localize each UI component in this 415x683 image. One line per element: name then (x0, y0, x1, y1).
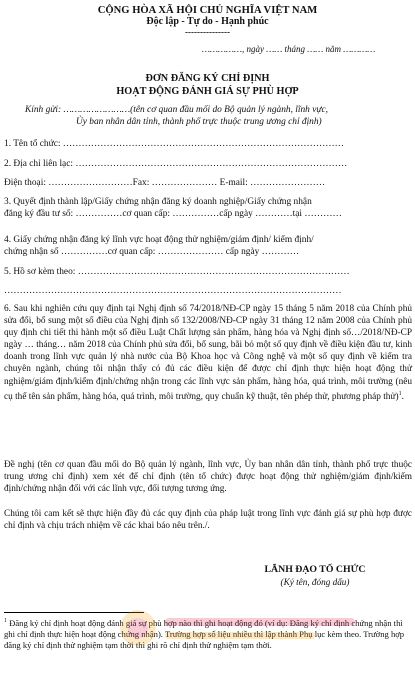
form-title-line2: HOẠT ĐỘNG ĐÁNH GIÁ SỰ PHÙ HỢP (116, 86, 299, 97)
date-line: ……………, ngày …… tháng …… năm ………… (202, 44, 376, 54)
field-certificate-line2: chứng nhận số ……………cơ quan cấp: ………………… cấp ngày ………… (4, 247, 300, 257)
field-contact: Điện thoại: ………………………Fax: ………………… E-mail: …………………… (4, 178, 326, 188)
paragraph-item6-end: . (401, 391, 404, 402)
motto: Độc lập - Tự do - Hạnh phúc (146, 16, 269, 27)
recipient-line1: Kính gửi: ……………………(tên cơ quan đầu mối do Bộ quản lý ngành, lĩnh vực, (25, 105, 328, 115)
paragraph-commitment: Chúng tôi cam kết sẽ thực hiện đầy đủ các quy định của pháp luật trong lĩnh vực đánh giá sự phù hợp được chỉ định và chịu trách nhiệm về các khai báo nêu trên./. (4, 509, 412, 532)
signature-title: LÃNH ĐẠO TỔ CHỨC (264, 564, 366, 575)
signature-note: (Ký tên, đóng dấu) (280, 577, 350, 587)
recipient-line2: Ủy ban nhân dân tỉnh, thành phố trực thuộc trung ương chỉ định) (76, 117, 322, 127)
form-title-line1: ĐƠN ĐĂNG KÝ CHỈ ĐỊNH (145, 73, 270, 84)
field-attachments-dots: ……………………………………………………………………………………………… (4, 286, 342, 296)
country-name: CỘNG HÒA XÃ HỘI CHỦ NGHĨA VIỆT NAM (97, 5, 318, 16)
footnote-marker: 1 (4, 618, 7, 624)
footnote-ref: 1 (398, 390, 402, 397)
paragraph-item6 (4, 303, 412, 403)
header-dashes: --------------- (185, 27, 230, 37)
footnote-text: Đăng ký chỉ định hoạt động đánh giá sự phù hợp nào thì ghi hoạt động đó (ví dụ: Đăng ký chỉ định chứng nhận thì ghi chỉ định thực hiện hoạt động chứng nhận). Trường hợp số liệu nhiều thì lập thành Phụ lục kèm theo. Trường hợp đăng ký chỉ định thử nghiệm tạm thời thì ghi rõ chỉ định thử nghiệm tạm thời. (4, 617, 405, 651)
paragraph-item6-text: 6. Sau khi nghiên cứu quy định tại Nghị định số 74/2018/NĐ-CP ngày 15 tháng 5 năm 2018 của Chính phủ sửa đổi, bổ sung một số điều của Nghị định số 132/2008/NĐ-CP ngày 31 tháng 12 năm 2008 của Chính phủ quy định chi tiết thi hành một số điều Luật Chất lượng sản phẩm, hàng hóa và Nghị định số…/2018/NĐ-CP ngày … tháng… năm 2018 của Chính phủ sửa đổi, bổ sung, bãi bỏ một số quy định về điều kiện đầu tư, kinh doanh trong lĩnh vực quản lý nhà nước của Bộ Khoa học và Công nghệ và một số quy định về kiểm tra chuyên ngành, chúng tôi nhận thấy có đủ các điều kiện để được chỉ định thực hiện hoạt động thử nghiệm/giám định/kiểm định/chứng nhận trong các lĩnh vực sản phẩm, hàng hóa, quá trình, môi trường (nêu cụ thể tên sản phẩm, hàng hóa, quá trình, môi trường, quy chuẩn kỹ thuật, tên phép thử, phương pháp thử) (4, 304, 412, 402)
field-decision-line2: đăng ký đầu tư số: ……………cơ quan cấp: ……………cấp ngày …………tại ………… (4, 209, 342, 219)
paragraph-request: Đề nghị (tên cơ quan đầu mối do Bộ quản lý ngành, lĩnh vực, Ủy ban nhân dân tỉnh, thành phố trực thuộc trung ương chỉ định) xem xét để chỉ định (tên tổ chức) được hoạt động thử nghiệm/giám định/kiểm định/chứng nhận đối với các lĩnh vực, đối tượng tương ứng. (4, 460, 412, 495)
footnote (4, 616, 412, 651)
field-address: 2. Địa chỉ liên lạc: …………………………………………………………………………… (4, 159, 348, 169)
field-attachments: 5. Hồ sơ kèm theo: …………………………………………………………………………… (4, 267, 350, 277)
field-decision-line1: 3. Quyết định thành lập/Giấy chứng nhận đăng ký doanh nghiệp/Giấy chứng nhận (4, 197, 312, 207)
footnote-separator (4, 612, 144, 613)
field-certificate-line1: 4. Giấy chứng nhận đăng ký lĩnh vực hoạt động thử nghiệm/giám định/ kiểm định/ (4, 235, 314, 245)
field-org-name: 1. Tên tổ chức: ……………………………………………………………………………… (4, 139, 345, 149)
